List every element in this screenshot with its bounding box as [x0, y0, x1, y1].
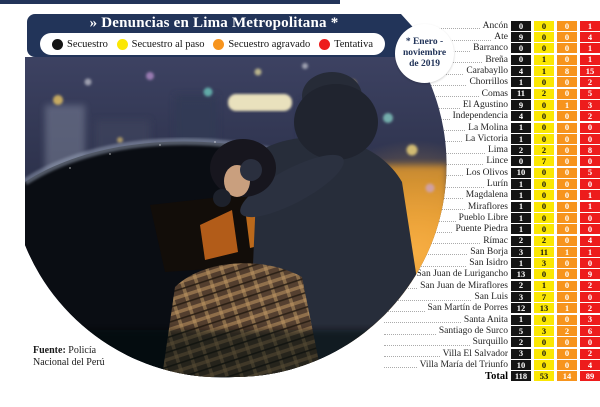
district-label: Lince — [486, 156, 508, 167]
value-box-secuestro-al-paso: 0 — [534, 224, 554, 234]
district-label: Barranco — [473, 43, 508, 54]
district-label: La Victoria — [465, 133, 508, 144]
value-box-secuestro-al-paso: 0 — [534, 32, 554, 42]
value-box-tentativa: 4 — [580, 236, 600, 246]
value-box-secuestro-agravado: 0 — [557, 292, 577, 302]
value-box-secuestro: 9 — [511, 32, 531, 42]
value-box-secuestro-al-paso: 0 — [534, 213, 554, 223]
district-label: Magdalena — [465, 190, 508, 201]
district-label: Ate — [494, 32, 508, 43]
value-box-tentativa: 6 — [580, 326, 600, 336]
value-box-secuestro-al-paso: 1 — [534, 66, 554, 76]
value-box-secuestro: 9 — [511, 100, 531, 110]
value-box-secuestro: 118 — [511, 371, 531, 381]
value-box-secuestro: 2 — [511, 281, 531, 291]
value-box-secuestro: 10 — [511, 168, 531, 178]
value-box-secuestro: 1 — [511, 123, 531, 133]
value-box-secuestro: 10 — [511, 360, 531, 370]
district-label: Villa María del Triunfo — [419, 359, 508, 370]
value-box-secuestro: 1 — [511, 77, 531, 87]
district-label: Villa El Salvador — [442, 348, 508, 359]
value-box-secuestro: 5 — [511, 326, 531, 336]
value-box-secuestro-agravado: 0 — [557, 349, 577, 359]
value-box-secuestro-al-paso: 0 — [534, 77, 554, 87]
value-box-secuestro: 1 — [511, 202, 531, 212]
value-box-secuestro-al-paso: 0 — [534, 168, 554, 178]
value-box-secuestro: 11 — [511, 89, 531, 99]
value-box-tentativa: 8 — [580, 145, 600, 155]
value-box-tentativa: 0 — [580, 156, 600, 166]
value-box-secuestro-agravado: 1 — [557, 247, 577, 257]
value-box-tentativa: 5 — [580, 89, 600, 99]
value-box-secuestro-al-paso: 0 — [534, 43, 554, 53]
value-box-secuestro-al-paso: 2 — [534, 145, 554, 155]
district-label: La Molina — [468, 122, 508, 133]
value-box-tentativa: 4 — [580, 32, 600, 42]
district-label: Pueblo Libre — [458, 212, 508, 223]
value-box-secuestro: 1 — [511, 315, 531, 325]
value-box-secuestro: 1 — [511, 179, 531, 189]
value-box-secuestro-al-paso: 7 — [534, 292, 554, 302]
value-box-secuestro: 1 — [511, 258, 531, 268]
value-box-secuestro-agravado: 0 — [557, 224, 577, 234]
legend-item — [117, 39, 205, 50]
district-label: Breña — [485, 54, 508, 65]
value-box-tentativa: 2 — [580, 281, 600, 291]
value-box-secuestro: 3 — [511, 247, 531, 257]
value-box-tentativa: 9 — [580, 269, 600, 279]
district-label: San Juan de Lurigancho — [416, 269, 508, 280]
value-box-secuestro: 1 — [511, 224, 531, 234]
value-box-secuestro-al-paso: 0 — [534, 100, 554, 110]
value-box-tentativa: 89 — [580, 371, 600, 381]
value-box-secuestro-agravado: 0 — [557, 111, 577, 121]
value-box-tentativa: 0 — [580, 224, 600, 234]
district-label: Lima — [487, 145, 508, 156]
value-box-secuestro: 0 — [511, 21, 531, 31]
value-box-tentativa: 0 — [580, 258, 600, 268]
value-box-secuestro: 2 — [511, 337, 531, 347]
value-box-secuestro-al-paso: 0 — [534, 190, 554, 200]
value-box-secuestro: 4 — [511, 111, 531, 121]
district-label: Total — [485, 370, 508, 382]
value-box-secuestro-agravado: 0 — [557, 168, 577, 178]
value-box-secuestro-agravado: 0 — [557, 156, 577, 166]
source-credit — [33, 345, 105, 368]
value-box-tentativa: 0 — [580, 134, 600, 144]
value-box-secuestro-al-paso: 0 — [534, 111, 554, 121]
district-label: Santa Anita — [463, 314, 508, 325]
value-box-secuestro-agravado: 1 — [557, 303, 577, 313]
legend-label: Secuestro al paso — [131, 38, 205, 50]
value-box-secuestro-al-paso: 1 — [534, 55, 554, 65]
district-label: Chorrillos — [469, 77, 508, 88]
district-label: Independencia — [452, 111, 508, 122]
value-box-secuestro-agravado: 0 — [557, 258, 577, 268]
value-box-secuestro-al-paso: 2 — [534, 236, 554, 246]
note-line: noviembre — [402, 47, 447, 58]
legend-dot-icon — [52, 39, 63, 50]
value-box-tentativa: 1 — [580, 43, 600, 53]
value-box-secuestro-agravado: 0 — [557, 43, 577, 53]
value-box-tentativa: 1 — [580, 247, 600, 257]
legend-item — [52, 39, 108, 50]
value-box-tentativa: 2 — [580, 349, 600, 359]
legend-label: Tentativa — [334, 38, 373, 50]
value-box-secuestro: 13 — [511, 269, 531, 279]
value-box-tentativa: 2 — [580, 77, 600, 87]
legend-dot-icon — [117, 39, 128, 50]
note-line: de 2019 — [409, 59, 440, 70]
value-box-secuestro-al-paso: 0 — [534, 179, 554, 189]
value-box-secuestro-agravado: 0 — [557, 190, 577, 200]
district-label: San Juan de Miraflores — [420, 280, 508, 291]
value-box-secuestro-al-paso: 2 — [534, 89, 554, 99]
value-box-tentativa: 3 — [580, 100, 600, 110]
source-line2: Nacional del Perú — [33, 356, 105, 368]
district-label: Ancón — [482, 20, 508, 31]
value-box-secuestro-agravado: 0 — [557, 315, 577, 325]
note-bubble — [395, 24, 454, 83]
value-box-secuestro-agravado: 0 — [557, 360, 577, 370]
district-label: El Agustino — [462, 99, 508, 110]
value-box-tentativa: 2 — [580, 303, 600, 313]
value-box-tentativa: 0 — [580, 292, 600, 302]
value-box-secuestro-al-paso: 1 — [534, 281, 554, 291]
district-label: San Martín de Porres — [427, 303, 508, 314]
value-box-secuestro-agravado: 0 — [557, 21, 577, 31]
value-box-secuestro-agravado: 0 — [557, 32, 577, 42]
value-box-secuestro-al-paso: 0 — [534, 134, 554, 144]
value-box-secuestro-al-paso: 0 — [534, 337, 554, 347]
value-box-secuestro: 2 — [511, 145, 531, 155]
district-label: Comas — [481, 88, 508, 99]
district-label: Rímac — [483, 235, 508, 246]
value-box-tentativa: 15 — [580, 66, 600, 76]
district-label: Miraflores — [467, 201, 508, 212]
value-box-secuestro: 0 — [511, 156, 531, 166]
value-box-tentativa: 1 — [580, 202, 600, 212]
value-box-tentativa: 4 — [580, 360, 600, 370]
value-box-secuestro-al-paso: 0 — [534, 123, 554, 133]
top-accent-bar — [0, 0, 340, 4]
value-box-tentativa: 1 — [580, 55, 600, 65]
value-box-tentativa: 1 — [580, 190, 600, 200]
value-box-secuestro-agravado: 2 — [557, 326, 577, 336]
value-box-secuestro-agravado: 0 — [557, 202, 577, 212]
value-box-secuestro-agravado: 1 — [557, 100, 577, 110]
value-box-tentativa: 0 — [580, 123, 600, 133]
value-box-secuestro-agravado: 0 — [557, 123, 577, 133]
value-box-tentativa: 2 — [580, 111, 600, 121]
value-box-secuestro-al-paso: 3 — [534, 326, 554, 336]
legend-pill — [40, 33, 385, 55]
value-box-secuestro: 0 — [511, 55, 531, 65]
value-box-secuestro-al-paso: 0 — [534, 269, 554, 279]
page-title: » Denuncias en Lima Metropolitana * — [89, 15, 339, 31]
value-box-tentativa: 0 — [580, 337, 600, 347]
district-label: Surquillo — [472, 337, 508, 348]
value-box-secuestro: 3 — [511, 292, 531, 302]
legend-label: Secuestro — [67, 38, 108, 50]
value-box-secuestro-al-paso: 0 — [534, 349, 554, 359]
district-label: San Luis — [474, 292, 508, 303]
district-label: San Borja — [470, 246, 508, 257]
value-box-secuestro-agravado: 0 — [557, 337, 577, 347]
value-box-secuestro-al-paso: 0 — [534, 360, 554, 370]
value-box-tentativa: 5 — [580, 168, 600, 178]
value-box-secuestro: 1 — [511, 190, 531, 200]
value-box-secuestro-agravado: 8 — [557, 66, 577, 76]
value-box-secuestro: 2 — [511, 236, 531, 246]
value-box-tentativa: 0 — [580, 213, 600, 223]
value-box-tentativa: 0 — [580, 179, 600, 189]
source-label: Fuente: — [33, 345, 66, 356]
value-box-secuestro-agravado: 0 — [557, 89, 577, 99]
value-box-secuestro: 1 — [511, 134, 531, 144]
value-box-secuestro-agravado: 0 — [557, 145, 577, 155]
district-label: San Isidro — [469, 258, 508, 269]
value-box-secuestro-al-paso: 0 — [534, 315, 554, 325]
legend-dot-icon — [319, 39, 330, 50]
value-box-secuestro: 3 — [511, 349, 531, 359]
value-box-secuestro-al-paso: 3 — [534, 258, 554, 268]
value-box-secuestro: 4 — [511, 66, 531, 76]
value-box-secuestro-agravado: 0 — [557, 77, 577, 87]
district-label: Puente Piedra — [455, 224, 508, 235]
district-label: Lurín — [486, 179, 508, 190]
district-label: Santiago de Surco — [438, 325, 508, 336]
legend-item — [319, 39, 373, 50]
source-line1: Policía — [68, 345, 97, 356]
district-label: Los Olivos — [466, 167, 508, 178]
value-box-secuestro-agravado: 0 — [557, 55, 577, 65]
value-box-secuestro-agravado: 0 — [557, 179, 577, 189]
value-box-secuestro-agravado: 0 — [557, 213, 577, 223]
value-box-secuestro-al-paso: 11 — [534, 247, 554, 257]
value-box-tentativa: 1 — [580, 21, 600, 31]
district-label: Carabayllo — [466, 66, 508, 77]
note-line: * Enero - — [405, 36, 444, 47]
value-box-secuestro-agravado: 0 — [557, 269, 577, 279]
value-box-secuestro-agravado: 0 — [557, 236, 577, 246]
value-box-secuestro-agravado: 0 — [557, 281, 577, 291]
value-box-tentativa: 3 — [580, 315, 600, 325]
value-box-secuestro: 0 — [511, 43, 531, 53]
value-box-secuestro: 1 — [511, 213, 531, 223]
value-box-secuestro-agravado: 0 — [557, 134, 577, 144]
value-box-secuestro-al-paso: 0 — [534, 21, 554, 31]
value-box-secuestro-al-paso: 7 — [534, 156, 554, 166]
value-box-secuestro-al-paso: 0 — [534, 202, 554, 212]
value-box-secuestro: 12 — [511, 303, 531, 313]
value-box-secuestro-al-paso: 13 — [534, 303, 554, 313]
legend-dot-icon — [213, 39, 224, 50]
value-box-secuestro-al-paso: 53 — [534, 371, 554, 381]
value-box-secuestro-agravado: 14 — [557, 371, 577, 381]
legend-label: Secuestro agravado — [228, 38, 311, 50]
legend-item — [213, 39, 310, 50]
